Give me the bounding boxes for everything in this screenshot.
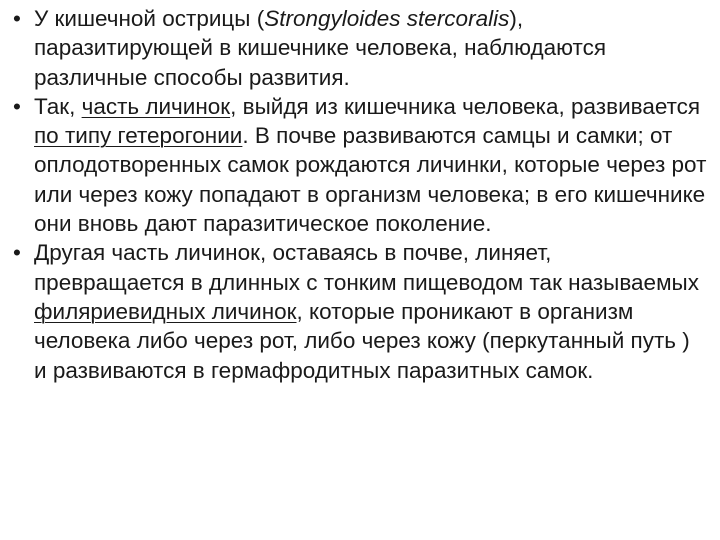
text-segment: , которые проникают в организм человека либо через рот, либо через кожу (перкутанный путь ) и развиваются в гермафродитных паразитных самок. [34,298,690,383]
bullet-text-2 [34,94,706,236]
bullet-item-3 [8,238,708,384]
bullet-text-3 [34,240,699,382]
bullet-item-1 [8,4,708,92]
bullet-marker: • [13,6,21,31]
text-segment: , выйдя из кишечника человека, развивается [230,93,701,119]
species-name-italic: Strongyloides stercoralis [264,6,510,31]
underlined-term: филяриевидных личинок [34,298,297,324]
text-segment: У кишечной острицы ( [34,6,265,31]
text-segment: ), паразитирующей в кишечнике человека, наблюдаются различные способы развития. [34,6,607,90]
text-segment: Так, [34,93,82,119]
underlined-term: часть личинок [81,93,231,119]
text-segment: Другая часть личинок, оставаясь в почве, линяет, превращается в длинных с тонким пищеводом так называемых [34,240,699,295]
bullet-marker: • [13,240,21,266]
underlined-term: по типу гетерогонии [34,123,243,149]
bullet-text-1 [34,6,606,90]
bullet-list [8,4,708,385]
bullet-item-2 [8,92,708,238]
text-segment: . В почве развиваются самцы и самки; от оплодотворенных самок рождаются личинки, которые через рот или через кожу попадают в организм человека; в его кишечнике они вновь дают паразитическое поколение. [34,123,707,237]
bullet-marker: • [13,93,21,119]
